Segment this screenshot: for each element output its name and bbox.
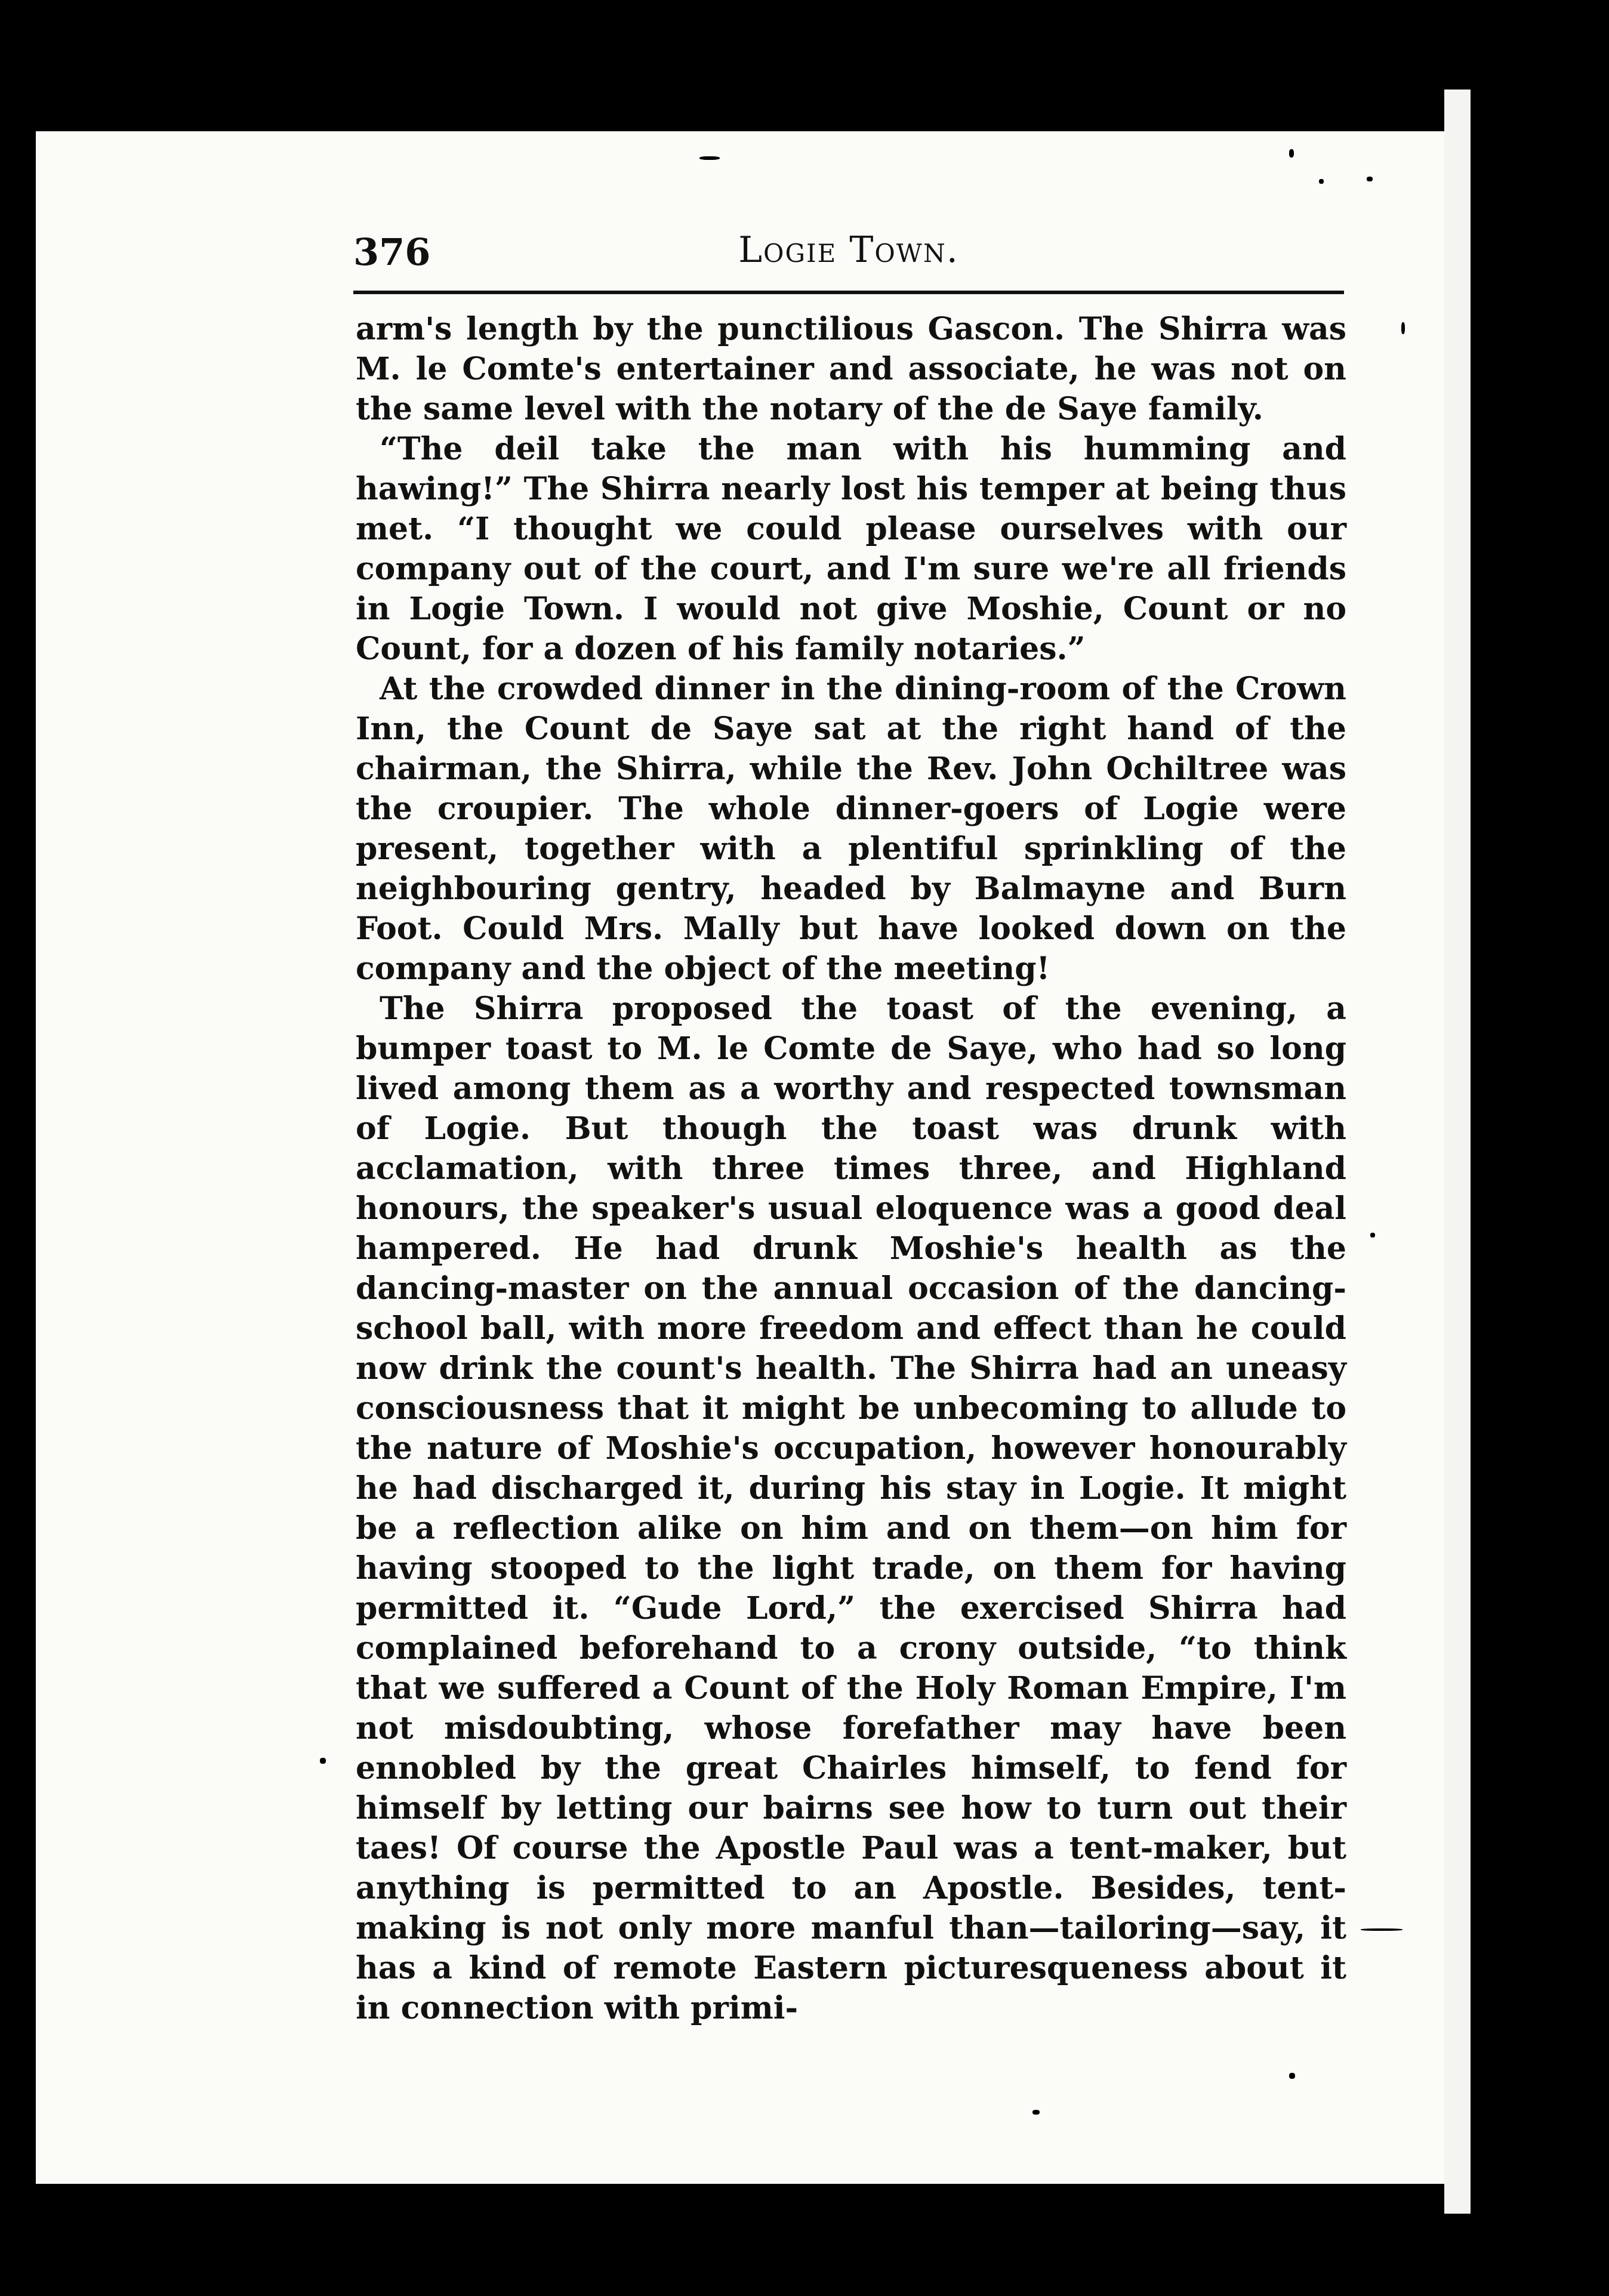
scan-speck	[1319, 179, 1324, 184]
paragraph: arm's length by the punctilious Gascon. The Shirra was M. le Comte's entertainer and associate, he was not on the same level with the notary of the de Saye family.	[356, 311, 1346, 427]
scan-speck	[699, 156, 720, 160]
paragraph: “The deil take the man with his humming and hawing!” The Shirra nearly lost his temper at being thus met. “I thought we could please ourselves with our company out of the court, and I'm sure we're all friends in Logie Town. I would not give Moshie, Count or no Count, for a dozen of his family notaries.”	[356, 431, 1346, 667]
body-text	[356, 309, 1346, 2028]
scan-speck	[1361, 1928, 1403, 1931]
scan-speck	[1032, 2110, 1040, 2115]
scan-speck	[1370, 1233, 1375, 1238]
header-rule	[353, 291, 1344, 294]
scan-speck	[320, 1758, 326, 1764]
page-number: 376	[353, 230, 431, 274]
scan-speck	[1367, 177, 1373, 181]
scan-speck	[1289, 2073, 1295, 2079]
running-title: Logie Town.	[738, 229, 959, 271]
page-edge	[1444, 90, 1471, 2214]
scan-speck	[1289, 149, 1294, 158]
paragraph: At the crowded dinner in the dining-room of the Crown Inn, the Count de Saye sat at the right hand of the chairman, the Shirra, while the Rev. John Ochiltree was the croupier. The whole dinner-goers of Logie were present, together with a plentiful sprinkling of the neighbouring gentry, headed by Balmayne and Burn Foot. Could Mrs. Mally but have looked down on the company and the object of the meeting!	[356, 671, 1346, 987]
page-header	[353, 224, 1344, 290]
scan-speck	[1401, 322, 1405, 334]
paragraph: The Shirra proposed the toast of the evening, a bumper toast to M. le Comte de Saye, who had so long lived among them as a worthy and respected townsman of Logie. But though the toast was drunk with acclamation, with three times three, and Highland honours, the speaker's usual eloquence was a good deal hampered. He had drunk Moshie's health as the dancing-master on the annual occasion of the dancing-school ball, with more freedom and effect than he could now drink the count's health. The Shirra had an uneasy consciousness that it might be unbecoming to allude to the nature of Moshie's occupation, however honourably he had discharged it, during his stay in Logie. It might be a reflection alike on him and on them—on him for having stooped to the light trade, on them for having permitted it. “Gude Lord,” the exercised Shirra had complained beforehand to a crony outside, “to think that we suffered a Count of the Holy Roman Empire, I'm not misdoubting, whose forefather may have been ennobled by the great Chairles himself, to fend for himself by letting our bairns see how to turn out their taes! Of course the Apostle Paul was a tent-maker, but anything is permitted to an Apostle. Besides, tent-making is not only more manful than—tailoring—say, it has a kind of remote Eastern picturesqueness about it in connection with primi-	[356, 990, 1346, 2026]
